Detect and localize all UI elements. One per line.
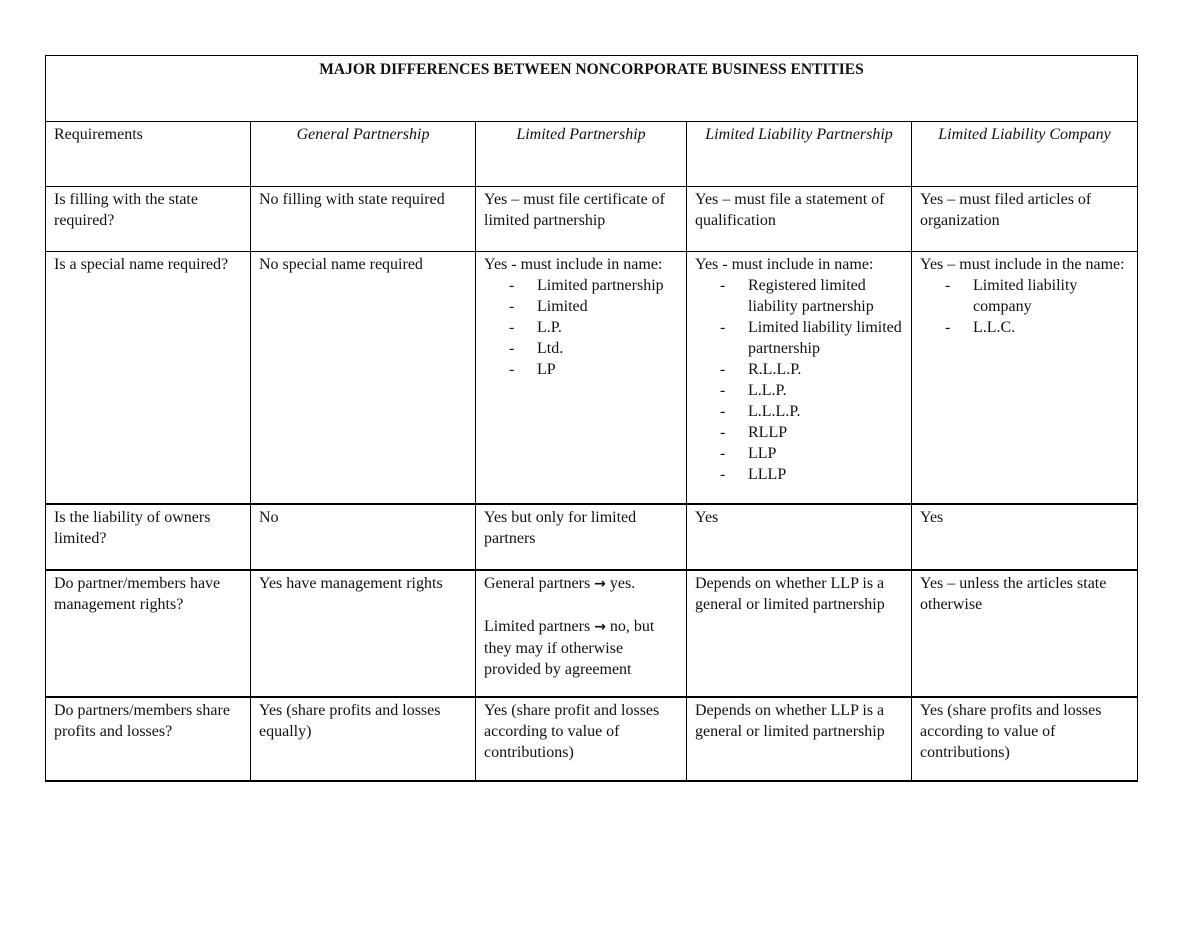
list-item: - Limited liability company <box>939 275 1129 317</box>
lp-name-intro: Yes - must include in name: <box>484 256 663 273</box>
llp-cell: Depends on whether LLP is a general or limited partnership <box>687 570 912 697</box>
list-item: - LLLP <box>714 464 903 485</box>
llc-cell: Yes – must filed articles of organization <box>912 187 1138 252</box>
right-arrow-icon: → <box>594 619 606 635</box>
lp-name-list <box>484 275 678 380</box>
requirement-cell: Is a special name required? <box>46 252 251 505</box>
list-item: - L.L.C. <box>939 317 1129 338</box>
list-item: - L.L.L.P. <box>714 401 903 422</box>
lp-cell <box>476 252 687 505</box>
list-item: - Registered limited liability partnership <box>714 275 903 317</box>
lp-cell <box>476 570 687 697</box>
list-item: - Limited partnership <box>503 275 678 296</box>
list-item: - RLLP <box>714 422 903 443</box>
spacer <box>484 595 678 616</box>
requirement-cell: Is the liability of owners limited? <box>46 504 251 570</box>
table-row <box>46 187 1138 252</box>
llc-cell: Yes (share profits and losses according to value of contributions) <box>912 697 1138 781</box>
llc-name-intro: Yes – must include in the name: <box>920 256 1125 273</box>
header-limited-liability-company: Limited Liability Company <box>912 122 1138 187</box>
list-item: - L.L.P. <box>714 380 903 401</box>
gp-cell: Yes (share profits and losses equally) <box>251 697 476 781</box>
list-item: - LP <box>503 359 678 380</box>
list-item: - R.L.L.P. <box>714 359 903 380</box>
header-limited-partnership: Limited Partnership <box>476 122 687 187</box>
requirement-cell: Do partner/members have management rights? <box>46 570 251 697</box>
llp-name-intro: Yes - must include in name: <box>695 256 874 273</box>
header-limited-liability-partnership: Limited Liability Partnership <box>687 122 912 187</box>
general-partners-value: yes. <box>609 575 636 592</box>
gp-cell: Yes have management rights <box>251 570 476 697</box>
llp-cell: Depends on whether LLP is a general or limited partnership <box>687 697 912 781</box>
limited-partners-label: Limited partners <box>484 618 591 635</box>
requirement-cell: Do partners/members share profits and losses? <box>46 697 251 781</box>
gp-cell: No filling with state required <box>251 187 476 252</box>
llc-cell: Yes <box>912 504 1138 570</box>
lp-cell: Yes but only for limited partners <box>476 504 687 570</box>
llp-cell: Yes – must file a statement of qualification <box>687 187 912 252</box>
header-general-partnership: General Partnership <box>251 122 476 187</box>
llp-name-list <box>695 275 903 485</box>
llp-cell: Yes <box>687 504 912 570</box>
header-requirements: Requirements <box>46 122 251 187</box>
table-title: MAJOR DIFFERENCES BETWEEN NONCORPORATE BUSINESS ENTITIES <box>46 56 1138 122</box>
limited-partners-value: no, but they may if otherwise provided by agreement <box>484 618 655 678</box>
list-item: - L.P. <box>503 317 678 338</box>
title-row <box>46 56 1138 122</box>
table-row <box>46 252 1138 505</box>
list-item: - Limited <box>503 296 678 317</box>
llp-cell <box>687 252 912 505</box>
list-item: - LLP <box>714 443 903 464</box>
limited-partners-line <box>484 616 678 680</box>
llc-name-list <box>920 275 1129 338</box>
table-row <box>46 697 1138 781</box>
general-partners-label: General partners <box>484 575 591 592</box>
differences-table <box>45 55 1138 782</box>
llc-cell <box>912 252 1138 505</box>
requirement-cell: Is filling with the state required? <box>46 187 251 252</box>
table-row <box>46 570 1138 697</box>
right-arrow-icon: → <box>594 576 606 592</box>
gp-cell: No <box>251 504 476 570</box>
table-row <box>46 504 1138 570</box>
lp-cell: Yes – must file certificate of limited partnership <box>476 187 687 252</box>
header-row <box>46 122 1138 187</box>
llc-cell: Yes – unless the articles state otherwise <box>912 570 1138 697</box>
general-partners-line <box>484 573 678 595</box>
lp-cell: Yes (share profit and losses according to value of contributions) <box>476 697 687 781</box>
gp-cell: No special name required <box>251 252 476 505</box>
list-item: - Ltd. <box>503 338 678 359</box>
list-item: - Limited liability limited partnership <box>714 317 903 359</box>
